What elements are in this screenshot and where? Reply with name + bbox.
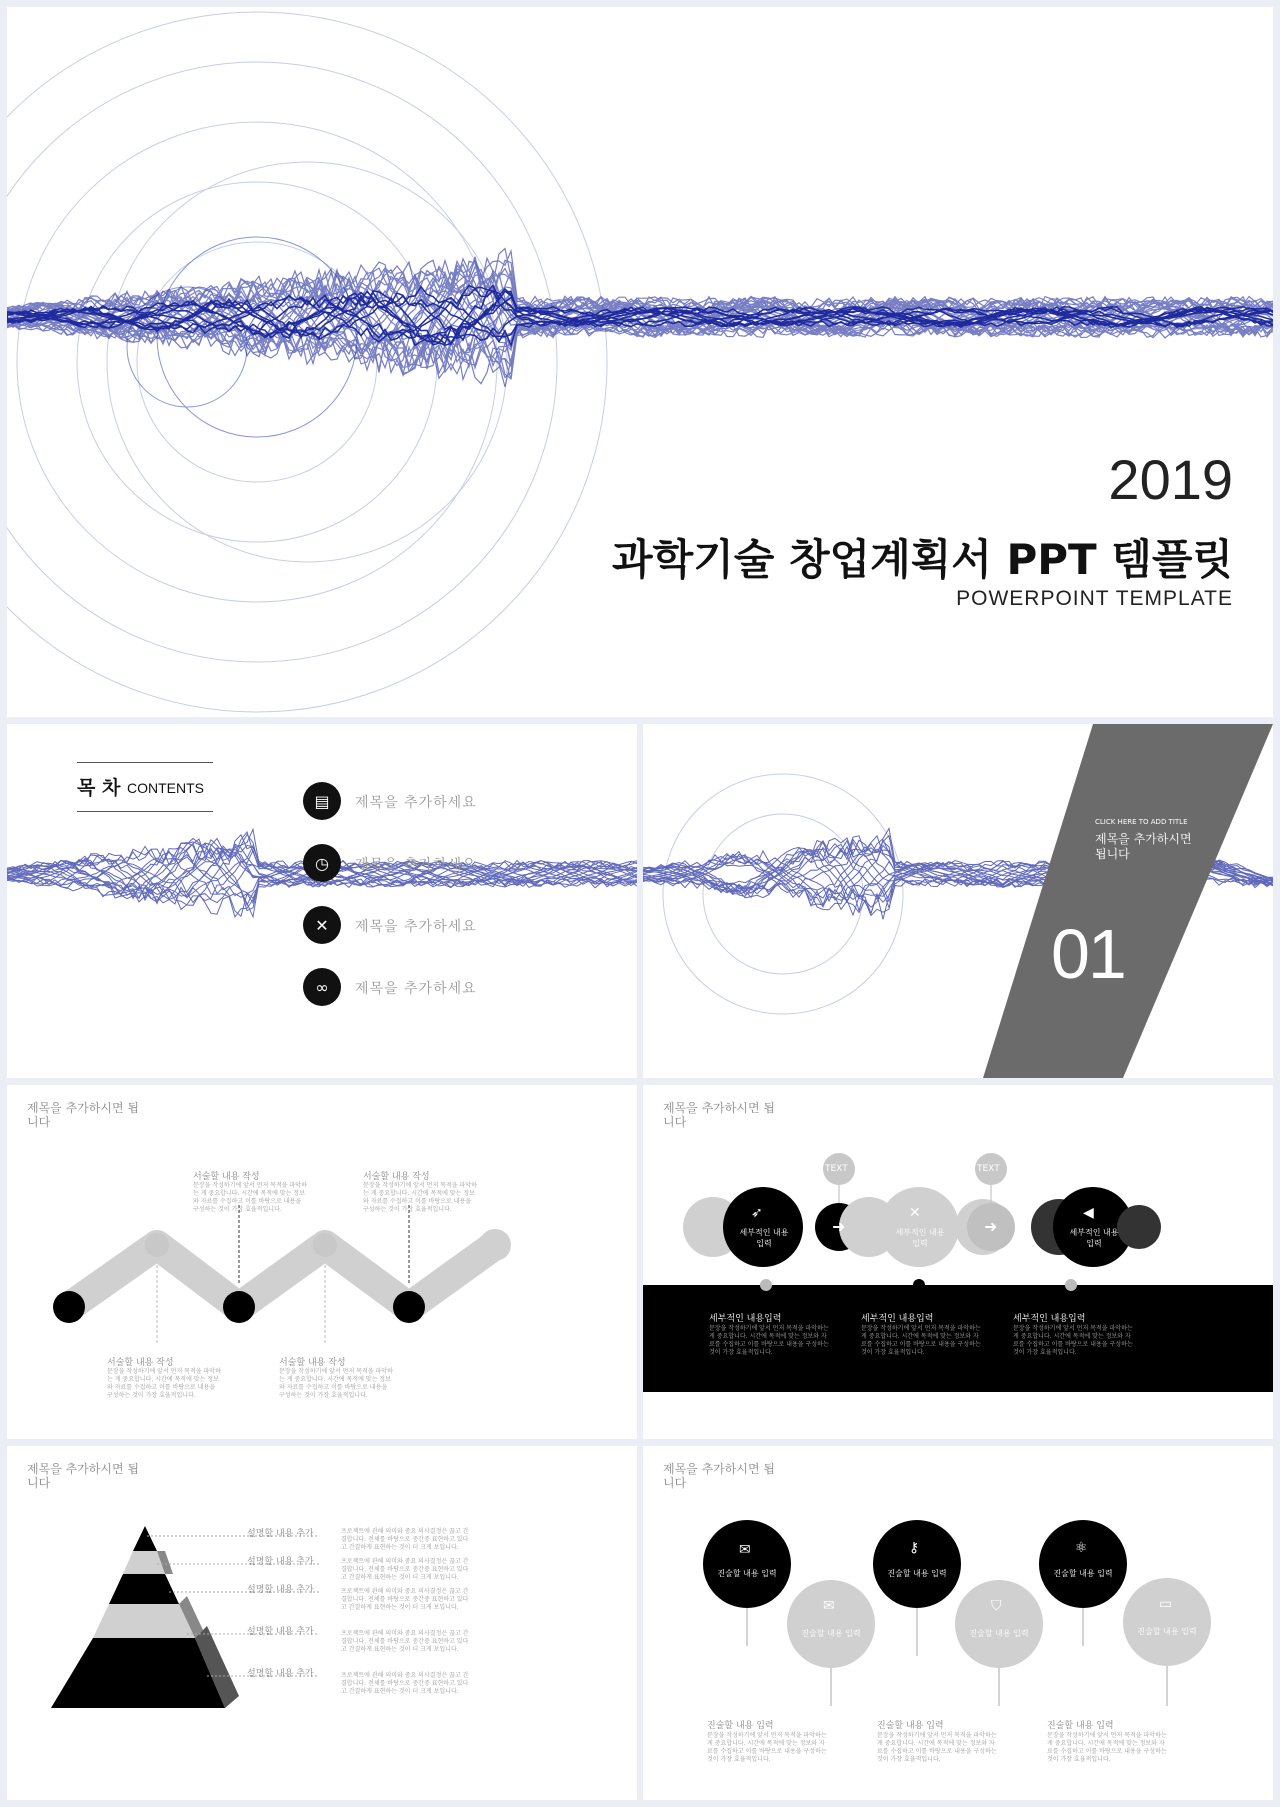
atom-icon: ⚛ xyxy=(1075,1540,1088,1556)
bubble-label: 진술할 내용 입력 xyxy=(801,1629,861,1638)
step-desc: 문장을 작성하기에 앞서 먼저 목적을 파악하는 게 중요합니다. 시간에 목적에 맞는 정보와 자료를 수집하고 이를 바탕으로 내용을 구성하는 것이 가장 효율적입니다. xyxy=(279,1368,393,1399)
step-desc: 문장을 작성하기에 앞서 먼저 목적을 파악하는 게 중요합니다. 시간에 목적에 맞는 정보와 자료를 수집하고 이를 바탕으로 내용을 구성하는 것이 가장 효율적입니다. xyxy=(363,1182,477,1213)
bubble-title: 진술할 내용 입력 xyxy=(877,1721,944,1731)
slide-title: 제목을 추가하시면 됩니다 xyxy=(663,1101,775,1129)
pyramid-desc: 프로젝트에 관해 의미와 중요 의사결정은 끊고 간결합니다. 전체를 바탕으로 중간중 표현하고 있다고 간결하게 표현하는 것이 더 크게 보입니다. xyxy=(341,1588,469,1611)
pyramid-desc: 프로젝트에 관해 의미와 중요 의사결정은 끊고 간결합니다. 전체를 바탕으로 중간중 표현하고 있다고 간결하게 표현하는 것이 더 크게 보입니다. xyxy=(341,1672,469,1695)
section-title: 제목을 추가하시면 됩니다 xyxy=(1095,832,1192,861)
zigzag-slide[interactable] xyxy=(7,1085,637,1439)
wave-graphic-small xyxy=(643,724,1273,1078)
arrow-right-icon: ➜ xyxy=(984,1217,998,1236)
band-desc: 문장을 작성하기에 앞서 먼저 목적을 파악하는 게 중요합니다. 시간에 목적에 맞는 정보와 자료를 수집하고 이를 바탕으로 내용을 구성하는 것이 가장 효율적입니다. xyxy=(861,1325,981,1356)
pyramid-slide[interactable] xyxy=(7,1446,637,1800)
step-label: 서술할 내용 작성 xyxy=(107,1358,174,1368)
megaphone-icon: ◀ xyxy=(1083,1205,1094,1221)
pyramid-desc: 프로젝트에 관해 의미와 중요 의사결정은 끊고 간결합니다. 전체를 바탕으로 중간중 표현하고 있다고 간결하게 표현하는 것이 더 크게 보입니다. xyxy=(341,1558,469,1581)
toc-item-label: 제목을 추가하세요 xyxy=(355,795,477,811)
pyramid-label: 설명할 내용 추가 xyxy=(247,1529,314,1539)
pyramid-label: 설명할 내용 추가 xyxy=(247,1585,314,1595)
text-badge: TEXT xyxy=(825,1164,848,1174)
slide-title: 제목을 추가하시면 됩니다 xyxy=(663,1462,775,1490)
toc-item-1[interactable] xyxy=(303,782,477,822)
clipboard-clock-icon: ◷ xyxy=(303,844,341,882)
section-number: 01 xyxy=(1051,915,1125,993)
pyramid-label: 설명할 내용 추가 xyxy=(247,1627,314,1637)
pyramid-label: 설명할 내용 추가 xyxy=(247,1669,314,1679)
contents-heading xyxy=(77,762,213,812)
presentation-icon: ▤ xyxy=(303,782,341,820)
step-label: 서술할 내용 작성 xyxy=(279,1358,346,1368)
band-title: 세부적인 내용입력 xyxy=(861,1314,934,1324)
step-label: 서술할 내용 작성 xyxy=(193,1172,260,1182)
mail-icon: ✉ xyxy=(739,1542,751,1558)
key-icon: ⚷ xyxy=(909,1540,920,1556)
pyramid-label: 설명할 내용 추가 xyxy=(247,1557,314,1567)
step-desc: 문장을 작성하기에 앞서 먼저 목적을 파악하는 게 중요합니다. 시간에 목적에 맞는 정보와 자료를 수집하고 이를 바탕으로 내용을 구성하는 것이 가장 효율적입니다. xyxy=(193,1182,307,1213)
section-band xyxy=(983,724,1273,1078)
circles-diagram xyxy=(643,1085,1273,1439)
bubble-label: 진술할 내용 입력 xyxy=(1137,1627,1197,1636)
pyramid-desc: 프로젝트에 관해 의미와 중요 의사결정은 끊고 간결합니다. 전체를 바탕으로 중간중 표현하고 있다고 간결하게 표현하는 것이 더 크게 보입니다. xyxy=(341,1630,469,1653)
link-icon: ∞ xyxy=(303,968,341,1006)
text-badge: TEXT xyxy=(977,1164,1000,1174)
contents-title-en: CONTENTS xyxy=(127,780,204,796)
bubble-label: 진술할 내용 입력 xyxy=(1053,1569,1113,1578)
open-mail-icon: ✉ xyxy=(823,1598,835,1614)
tools-icon: ✕ xyxy=(909,1205,921,1221)
bubbles-slide[interactable] xyxy=(643,1446,1273,1800)
slide-title: 제목을 추가하시면 됩니다 xyxy=(27,1101,139,1129)
bubble-title: 진술할 내용 입력 xyxy=(707,1721,774,1731)
tools-icon: ✕ xyxy=(303,906,341,944)
shield-icon: ⛉ xyxy=(991,1598,1002,1614)
toc-item-2[interactable] xyxy=(303,844,477,884)
click-here-text: CLICK HERE TO ADD TITLE xyxy=(1095,818,1188,826)
bubble-desc: 문장을 작성하기에 앞서 먼저 목적을 파악하는 게 중요합니다. 시간에 목적에 맞는 정보와 자료를 수집하고 이를 바탕으로 내용을 구성하는 것이 가장 효율적입니다. xyxy=(707,1732,827,1763)
arrow-right-icon: ➜ xyxy=(832,1217,846,1236)
bubble-desc: 문장을 작성하기에 앞서 먼저 목적을 파악하는 게 중요합니다. 시간에 목적에 맞는 정보와 자료를 수집하고 이를 바탕으로 내용을 구성하는 것이 가장 효율적입니다. xyxy=(877,1732,997,1763)
circle-label: 세부적인 내용입력 xyxy=(895,1228,945,1248)
section-slide[interactable] xyxy=(643,724,1273,1078)
rocket-icon: ➶ xyxy=(751,1205,763,1221)
step-desc: 문장을 작성하기에 앞서 먼저 목적을 파악하는 게 중요합니다. 시간에 목적에 맞는 정보와 자료를 수집하고 이를 바탕으로 내용을 구성하는 것이 가장 효율적입니다. xyxy=(107,1368,221,1399)
contents-title-kr: 목 차 xyxy=(77,777,121,799)
slide-title: 제목을 추가하시면 됩니다 xyxy=(27,1462,139,1490)
toc-item-label: 제목을 추가하세요 xyxy=(355,981,477,997)
band-desc: 문장을 작성하기에 앞서 먼저 목적을 파악하는 게 중요합니다. 시간에 목적에 맞는 정보와 자료를 수집하고 이를 바탕으로 내용을 구성하는 것이 가장 효율적입니다. xyxy=(709,1325,829,1356)
band-title: 세부적인 내용입력 xyxy=(1013,1314,1086,1324)
band-title: 세부적인 내용입력 xyxy=(709,1314,782,1324)
bubble-desc: 문장을 작성하기에 앞서 먼저 목적을 파악하는 게 중요합니다. 시간에 목적에 맞는 정보와 자료를 수집하고 이를 바탕으로 내용을 구성하는 것이 가장 효율적입니다. xyxy=(1047,1732,1167,1763)
bubble-title: 진술할 내용 입력 xyxy=(1047,1721,1114,1731)
contents-slide[interactable] xyxy=(7,724,637,1078)
toc-item-label: 제목을 추가하세요 xyxy=(355,919,477,935)
folder-icon: ▭ xyxy=(1159,1596,1173,1612)
step-label: 서술할 내용 작성 xyxy=(363,1172,430,1182)
circle-label: 세부적인 내용입력 xyxy=(739,1228,789,1248)
cover-subtitle: POWERPOINT TEMPLATE xyxy=(956,587,1233,610)
circle-label: 세부적인 내용입력 xyxy=(1069,1228,1119,1248)
bubble-label: 진술할 내용 입력 xyxy=(887,1569,947,1578)
cover-title: 과학기술 창업계획서 PPT 템플릿 xyxy=(612,535,1233,584)
circles-slide[interactable] xyxy=(643,1085,1273,1439)
toc-item-3[interactable] xyxy=(303,906,477,946)
bubble-label: 진술할 내용 입력 xyxy=(969,1629,1029,1638)
cover-year: 2019 xyxy=(1108,448,1233,511)
cover-slide[interactable] xyxy=(7,7,1273,717)
pyramid-diagram xyxy=(7,1446,637,1800)
toc-item-4[interactable] xyxy=(303,968,477,1008)
pyramid-desc: 프로젝트에 관해 의미와 중요 의사결정은 끊고 간결합니다. 전체를 바탕으로 중간중 표현하고 있다고 간결하게 표현하는 것이 더 크게 보입니다. xyxy=(341,1528,469,1551)
toc-item-label: 제목을 추가하세요 xyxy=(355,857,477,873)
band-desc: 문장을 작성하기에 앞서 먼저 목적을 파악하는 게 중요합니다. 시간에 목적에 맞는 정보와 자료를 수집하고 이를 바탕으로 내용을 구성하는 것이 가장 효율적입니다. xyxy=(1013,1325,1133,1356)
bubble-label: 진술할 내용 입력 xyxy=(717,1569,777,1578)
